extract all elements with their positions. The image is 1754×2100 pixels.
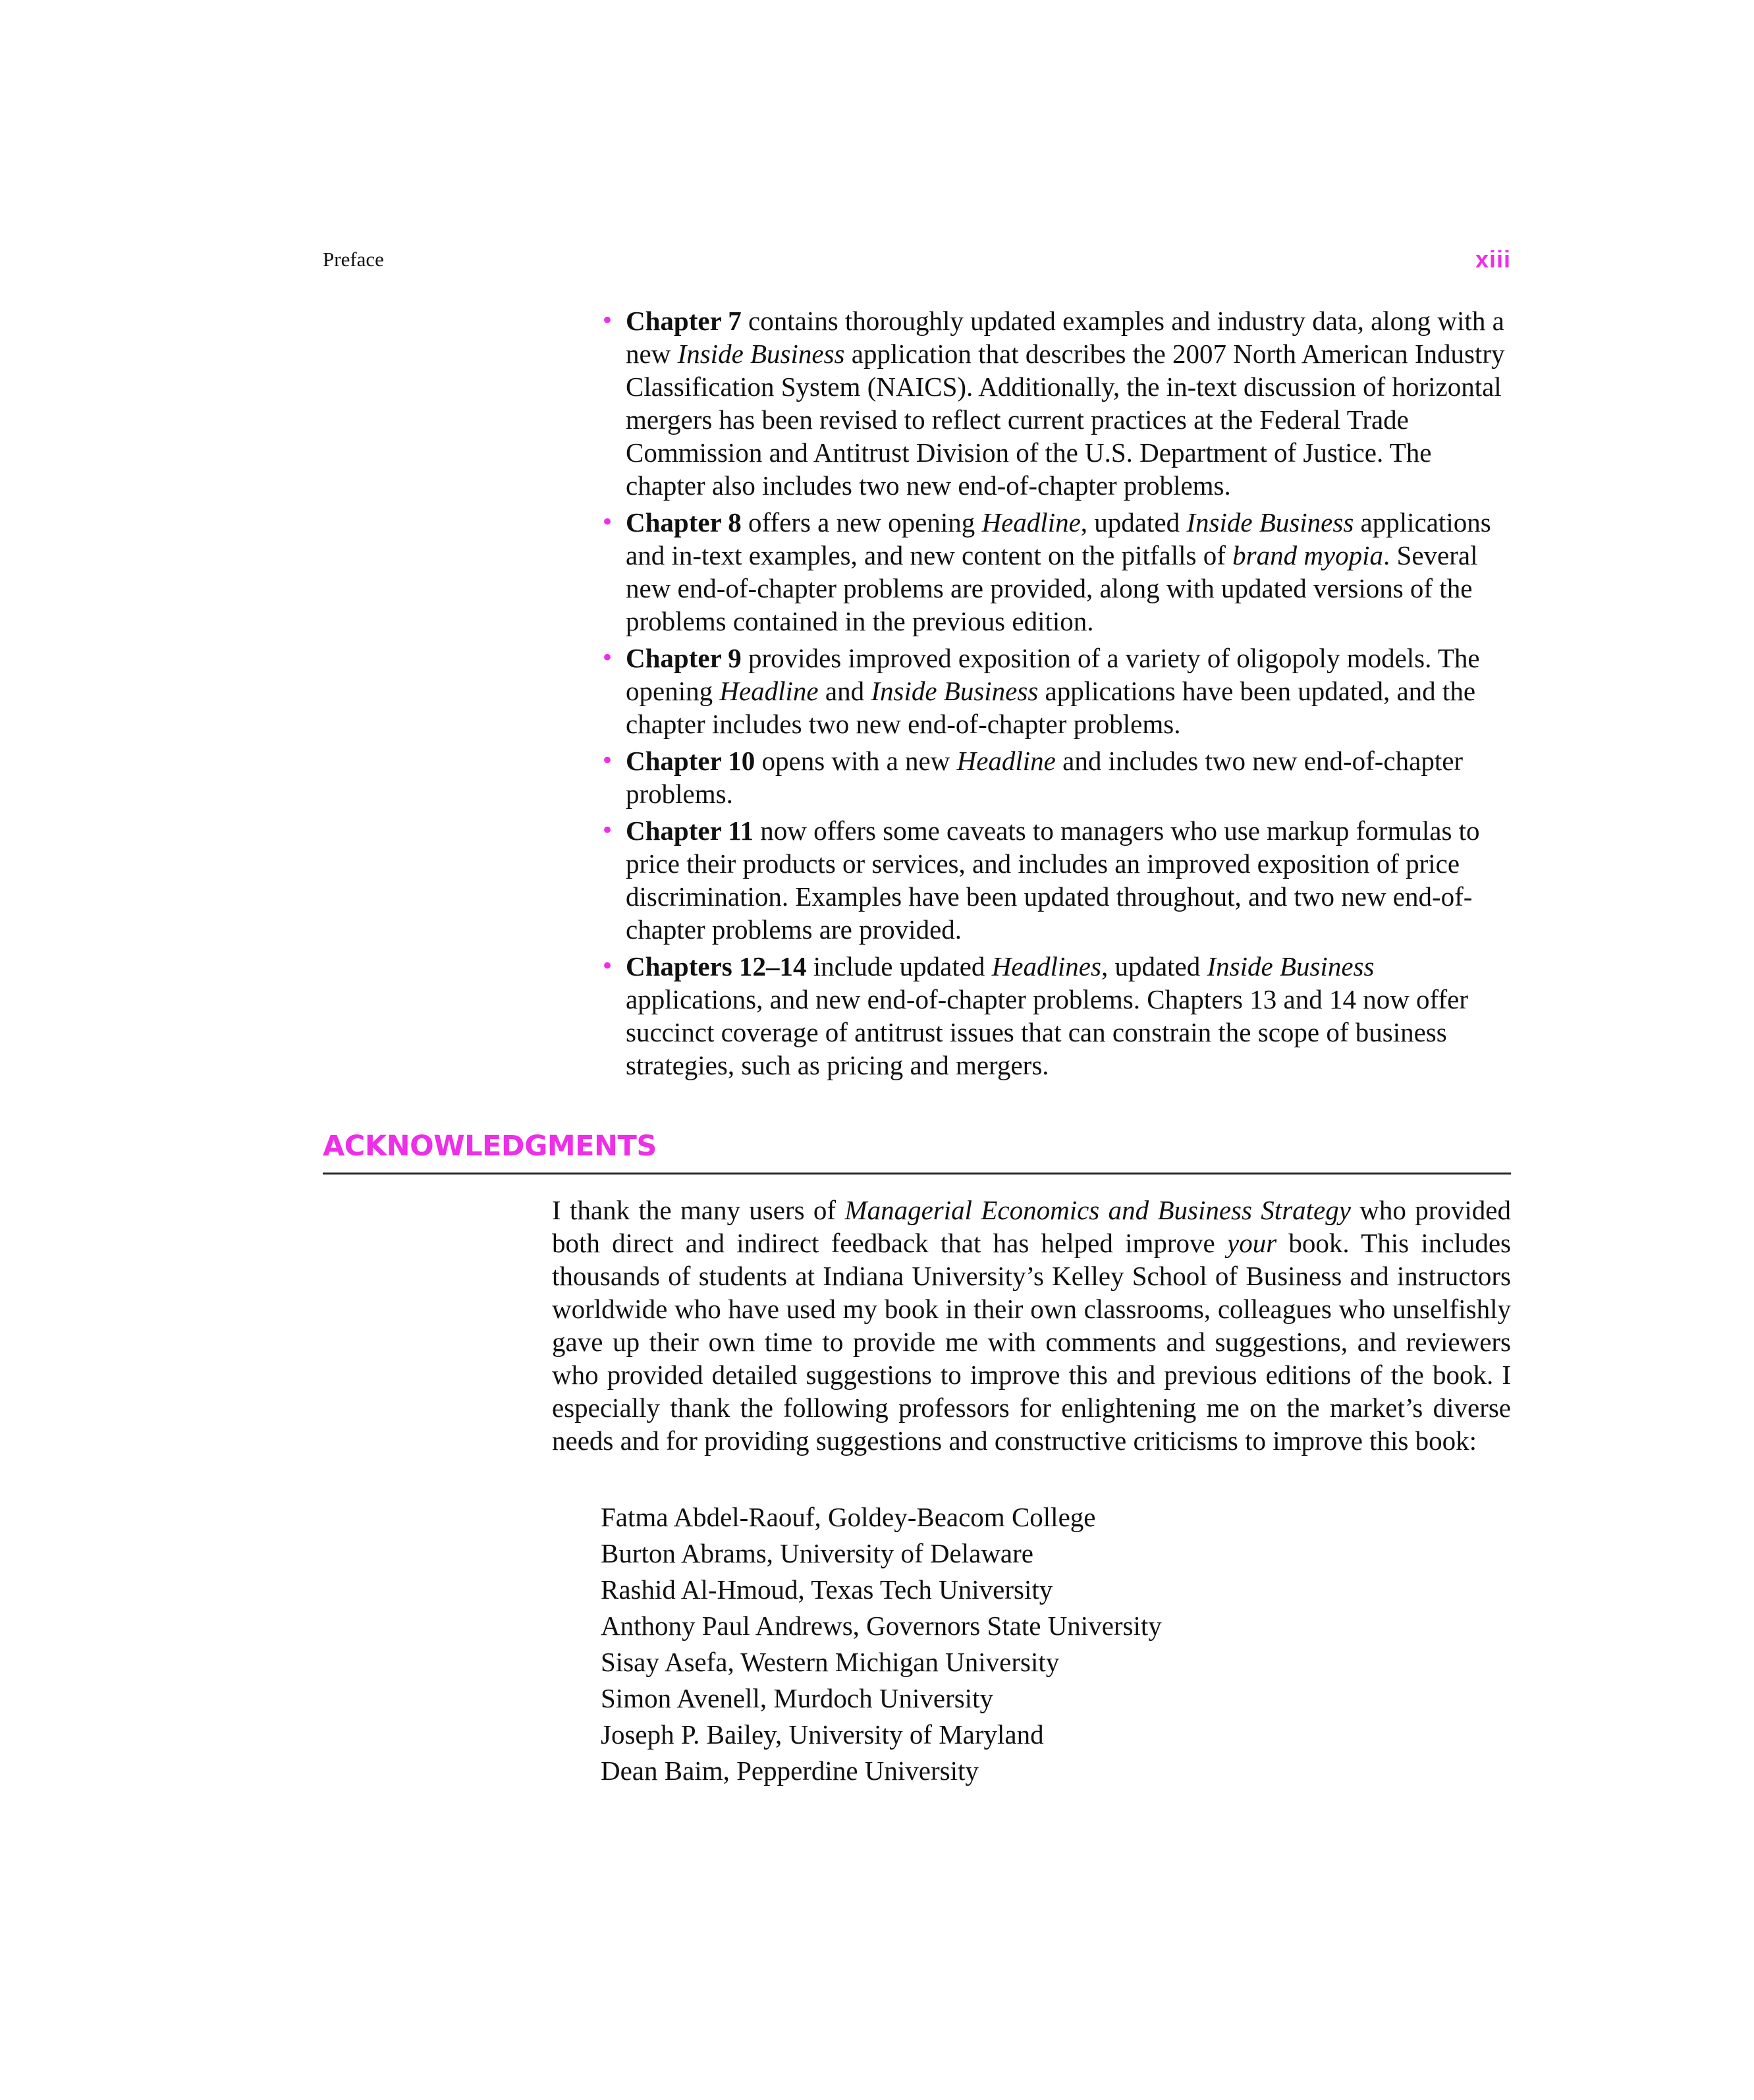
bullet-dot-icon: • <box>601 308 615 334</box>
reviewer-item: Dean Baim, Pepperdine University <box>601 1755 979 1786</box>
italic-run: Inside Business <box>871 676 1039 706</box>
bullet-dot-icon: • <box>601 817 615 844</box>
italic-run: brand myopia <box>1232 540 1384 570</box>
page-number: xiii <box>1475 246 1511 273</box>
text-run: , updated <box>1080 507 1187 538</box>
bullet-dot-icon: • <box>601 748 615 774</box>
chapter-changes-list <box>601 304 1516 1086</box>
running-head <box>323 245 1511 278</box>
bullet-dot-icon: • <box>601 953 615 980</box>
chapter-bullet-item <box>601 506 1516 638</box>
acknowledgments-heading: ACKNOWLEDGMENTS <box>323 1130 657 1163</box>
chapter-bullet-title: Chapter 8 <box>626 507 742 538</box>
reviewer-item: Rashid Al-Hmoud, Texas Tech University <box>601 1574 1053 1605</box>
chapter-bullet-title: Chapter 9 <box>626 643 742 673</box>
text-run: I thank the many users of <box>552 1195 845 1225</box>
italic-run: Inside Business <box>1186 507 1354 538</box>
text-run: now offers some caveats to managers who use markup formulas to price their products or services, and includes an improved exposition of price discrimination. Examples have been updated throughout, and two new end-of-chapter problems are provided. <box>626 815 1480 945</box>
text-run: applications, and new end-of-chapter problems. Chapters 13 and 14 now offer succinct coverage of antitrust issues that can constrain the scope of business strategies, such as pricing and mergers. <box>626 984 1468 1080</box>
heading-rule <box>323 1173 1511 1174</box>
italic-run: Headline <box>981 507 1081 538</box>
text-run: and <box>818 676 871 706</box>
reviewer-item: Simon Avenell, Murdoch University <box>601 1683 993 1713</box>
chapter-bullet-item <box>601 950 1516 1082</box>
running-head-section: Preface <box>323 248 384 271</box>
reviewer-item: Joseph P. Bailey, University of Maryland <box>601 1719 1044 1750</box>
italic-run: Headline <box>719 676 819 706</box>
reviewer-item: Anthony Paul Andrews, Governors State University <box>601 1611 1162 1641</box>
italic-run: Headlines <box>991 951 1101 981</box>
bullet-dot-icon: • <box>601 509 615 536</box>
chapter-bullet-item <box>601 304 1516 502</box>
reviewer-item: Fatma Abdel-Raouf, Goldey-Beacom College <box>601 1502 1096 1532</box>
text-run: who provided both direct and indirect feedback that has helped improve <box>552 1195 1511 1258</box>
chapter-bullet-item <box>601 642 1516 740</box>
chapter-bullet-item <box>601 814 1516 946</box>
text-run: . Several new end-of-chapter problems are provided, along with updated versions of the problems contained in the previous edition. <box>626 540 1478 636</box>
italic-run: Managerial Economics and Business Strategy <box>844 1195 1351 1225</box>
chapter-bullet-title: Chapter 7 <box>626 306 742 336</box>
text-run: offers a new opening <box>741 507 982 538</box>
chapter-bullet-title: Chapter 10 <box>626 746 755 776</box>
italic-run: Inside Business <box>677 339 845 369</box>
text-run: include updated <box>806 951 992 981</box>
italic-run: your <box>1227 1228 1277 1258</box>
chapter-bullet-title: Chapter 11 <box>626 815 754 846</box>
italic-run: Headline <box>956 746 1056 776</box>
chapter-bullet-title: Chapters 12–14 <box>626 951 807 981</box>
text-run: applications have been updated, and the chapter includes two new end-of-chapter problems. <box>626 676 1476 739</box>
text-run: opens with a new <box>755 746 957 776</box>
reviewer-item: Burton Abrams, University of Delaware <box>601 1538 1033 1568</box>
chapter-bullet-item <box>601 744 1516 810</box>
reviewer-list <box>601 1499 1162 1789</box>
bullet-dot-icon: • <box>601 645 615 671</box>
text-run: book. This includes thousands of students at Indiana University’s Kelley School of Business and instructors worldwide who have used my book in their own classrooms, colleagues who unselfishly gave up their own time to provide me with comments and suggestions, and reviewers who provided detailed suggestions to improve this and previous editions of the book. I especially thank the following professors for enlightening me on the market’s diverse needs and for providing suggestions and constructive criticisms to improve this book: <box>552 1228 1511 1456</box>
text-run: and includes two new end-of-chapter problems. <box>626 746 1464 809</box>
acknowledgments-paragraph <box>552 1194 1511 1457</box>
text-run: applications and in-text examples, and new content on the pitfalls of <box>626 507 1491 570</box>
reviewer-item: Sisay Asefa, Western Michigan University <box>601 1647 1060 1677</box>
text-run: contains thoroughly updated examples and industry data, along with a new <box>626 306 1504 369</box>
text-run: , updated <box>1101 951 1207 981</box>
italic-run: Inside Business <box>1207 951 1375 981</box>
text-run: application that describes the 2007 North American Industry Classification System (NAICS). Additionally, the in-text discussion of horizontal mergers has been revised to reflect current practices at the Federal Trade Commission and Antitrust Division of the U.S. Department of Justice. The chapter also includes two new end-of-chapter problems. <box>626 339 1505 501</box>
text-run: provides improved exposition of a variety of oligopoly models. The opening <box>626 643 1480 706</box>
